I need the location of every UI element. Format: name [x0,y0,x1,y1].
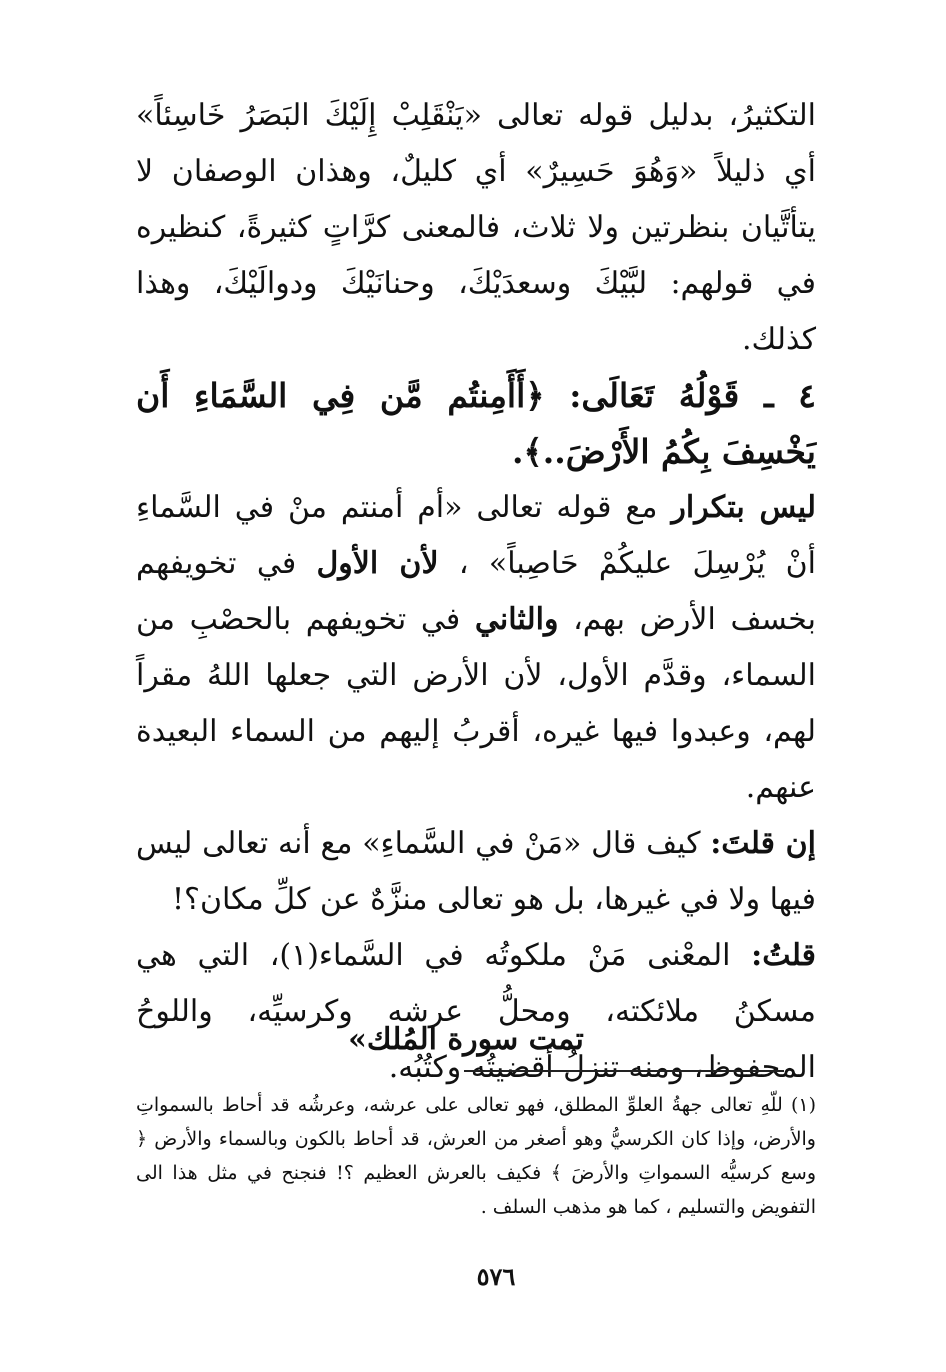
question-label: إن قلتَ: [710,826,816,861]
paragraph-2 [136,480,816,816]
paragraph-2-part-a: مع قوله تعالى «أم أمنتم منْ في السَّماءِ أنْ يُرْسِلَ عليكُمْ حَاصِباً» ، [136,490,816,581]
paragraph-2-part-c: في تخويفهم بالحصْبِ من السماء، وقدَّم الأول، لأن الأرض التي جعلها اللهُ مقراً لهم، وعبدوا فيها غيره، أقربُ إليهم من السماء البعيدة عنهم. [136,602,816,805]
answer-text: المعْنى مَنْ ملكوتُه في السَّماء(١)، التي هي مسكنُ ملائكته، ومحلُّ عرشه وكرسيِّه، واللوحُ المحفوظ، ومنه تنزلُ أقضيتُه وكتُبُه. [136,938,816,1085]
answer-label: قلتُ: [751,938,816,973]
paragraph-1: التكثيرُ، بدليل قوله تعالى «يَنْقَلِبْ إِلَيْكَ البَصَرُ خَاسِئاً» أي ذليلاً «وَهُوَ حَسِيرٌ» أي كليلٌ، وهذان الوصفان لا يتأتَّيان بنظرتين ولا ثلاث، فالمعنى كرَّاتٍ كثيرةً، كنظيره في قولهم: لبَّيْكَ وسعدَيْكَ، وحنانَيْكَ ودوالَيْكَ، وهذا كذلك. [136,98,816,357]
closing-title: تمت سورة المُلك» [348,1022,584,1057]
footnote [136,1088,816,1224]
paragraph-2-bold-second: والثاني [474,602,559,637]
verse-heading: ٤ ـ قَوْلُهُ تَعَالَى: ﴿أَأَمِنتُم مَّن فِي السَّمَاءِ أَن يَخْسِفَ بِكُمُ الأَرْضَ..﴾. [136,376,816,471]
footnote-text: (١) للّهِ تعالى جهةُ العلوِّ المطلق، فهو تعالى على عرشه، وعرشُه قد أحاط بالسمواتِ والأرض، وإذا كان الكرسيُّ وهو أصغر من العرش، قد أحاط بالكون وبالسماء والأرض ﴿ وسع كرسيُّه السمواتِ والأرضَ ﴾ فكيف بالعرش العظيم ؟! فنجنح في مثل هذا الى التفويض والتسليم ، كما هو مذهب السلف . [136,1094,816,1218]
main-text [136,88,816,1096]
paragraph-2-part-b: في تخويفهم بخسف الأرض بهم، [136,546,816,637]
question-paragraph [136,816,816,928]
paragraph-2-bold-first: لأن الأول [316,546,439,581]
question-text: كيف قال «مَنْ في السَّماءِ» مع أنه تعالى ليس فيها ولا في غيرها، بل هو تعالى منزَّهٌ عن كلِّ مكان؟! [136,826,816,917]
paragraph-2-lead: ليس بتكرار [671,490,816,525]
page-number: ٥٧٦ [476,1262,516,1291]
footnote-divider [464,1070,784,1072]
